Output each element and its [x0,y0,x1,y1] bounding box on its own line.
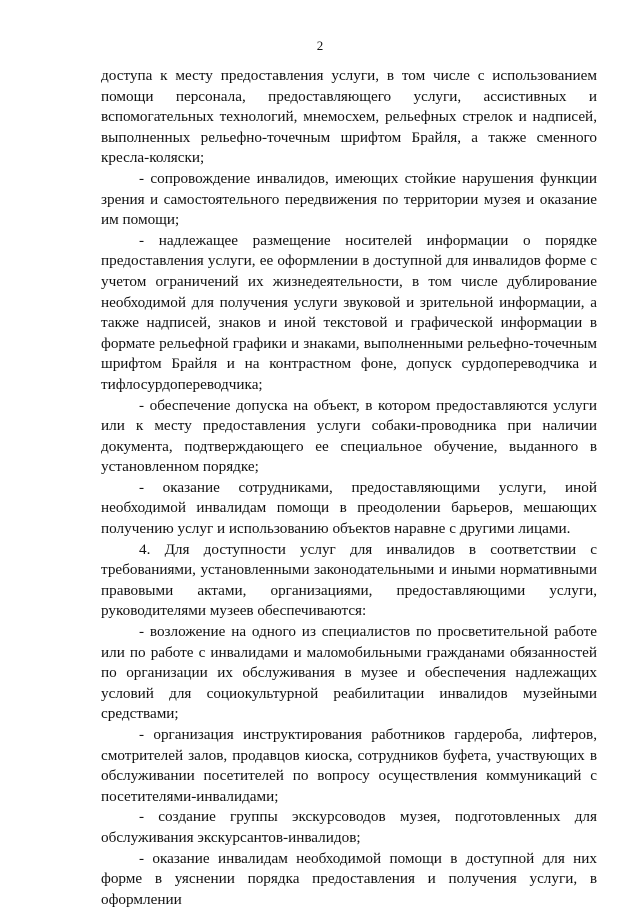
paragraph-help-procedure: - оказание инвалидам необходимой помощи в доступной для них форме в уяснении порядка предоставления и получения услуги, в оформлении [101,849,597,908]
paragraph-guide-dog: - обеспечение допуска на объект, в котором предоставляются услуги или к месту предоставления услуги собаки-проводника при наличии документа, подтверждающего ее специальное обучение, выданного в установленном порядке; [101,396,597,476]
paragraph-specialist-duties: - возложение на одного из специалистов по просветительной работе или по работе с инвалидами и маломобильными гражданами обязанностей по организации их обслуживания в музее и обеспечения надлежащих условий для социокультурной реабилитации инвалидов музейными средствами; [101,623,597,723]
paragraph-staff-assistance: - оказание сотрудниками, предоставляющими услуги, иной необходимой инвалидам помощи в преодолении барьеров, мешающих получению услуг и использованию объектов наравне с другими лицами. [101,478,597,538]
paragraph-information-placement: - надлежащее размещение носителей информации о порядке предоставления услуги, ее оформлении в доступной для инвалидов форме с учетом ограничений их жизнедеятельности, в том числе дублирование необходимой для получения услуги звуковой и зрительной информации, а также надписей, знаков и иной текстовой и графической информации в формате рельефной графики и знаками, выполненными рельефно-точечным шрифтом Брайля и на контрастном фоне, допуск сурдопереводчика и тифлосурдопереводчика; [101,231,597,393]
document-body [101,66,597,910]
paragraph-guide-group: - создание группы экскурсоводов музея, подготовленных для обслуживания экскурсантов-инвалидов; [101,808,597,846]
paragraph-section-4: 4. Для доступности услуг для инвалидов в соответствии с требованиями, установленными законодательными и иными нормативными правовыми актами, организациями, предоставляющими услуги, руководителями музеев обеспечиваются: [101,540,597,620]
paragraph-escort: - сопровождение инвалидов, имеющих стойкие нарушения функции зрения и самостоятельного передвижения по территории музея и оказание им помощи; [101,169,597,229]
paragraph-staff-instruction: - организация инструктирования работников гардероба, лифтеров, смотрителей залов, продавцов киоска, сотрудников буфета, участвующих в обслуживании посетителей по вопросу осуществления коммуникаций с посетителями-инвалидами; [101,726,597,805]
page-number: 2 [316,38,324,53]
paragraph-access-continuation: доступа к месту предоставления услуги, в том числе с использованием помощи персонала, предоставляющего услуги, ассистивных и вспомогательных технологий, мнемосхем, рельефных стрелок и надписей, выполненных рельефно-точечным шрифтом Брайля, а также сменного кресла-коляски; [101,67,597,167]
